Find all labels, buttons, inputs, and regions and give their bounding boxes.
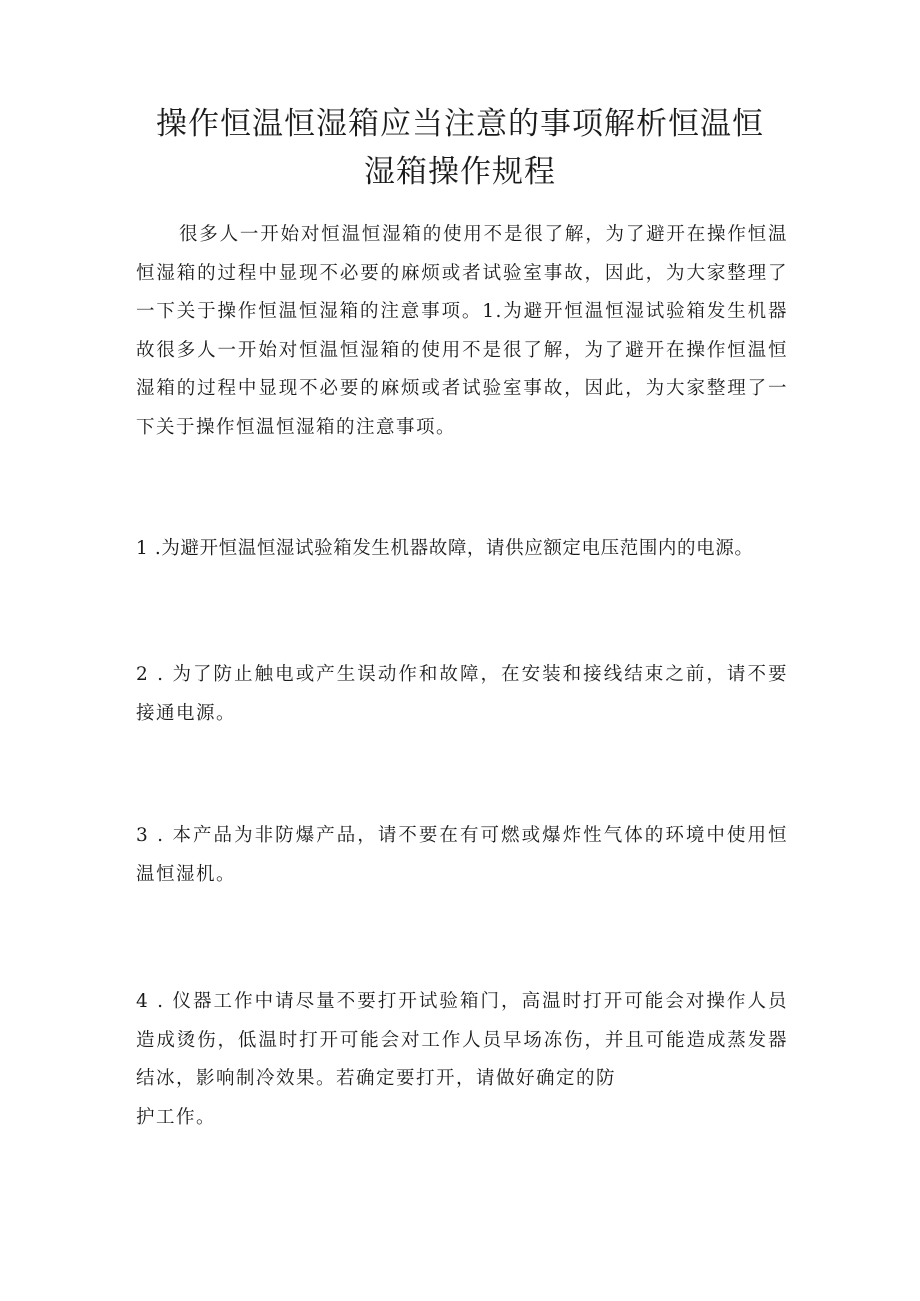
document-title-line-2: 湿箱操作规程 — [364, 154, 556, 190]
intro-paragraph: 很多人一开始对恒温恒湿箱的使用不是很了解，为了避开在操作恒温恒湿箱的过程中显现不必要的麻烦或者试验室事故，因此，为大家整理了一下关于操作恒温恒湿箱的注意事项。1.为避开恒温恒湿试验箱发生机器故很多人一开始对恒温恒湿箱的使用不是很了解，为了避开在操作恒温恒湿箱的过程中显现不必要的麻烦或者试验室事故，因此，为大家整理了一下关于操作恒温恒湿箱的注意事项。 — [136, 224, 788, 438]
document-title — [120, 100, 800, 196]
list-item-4-tail: 护工作。 — [136, 1106, 217, 1128]
list-item-4 — [136, 983, 788, 1137]
list-item-2: 2 . 为了防止触电或产生误动作和故障，在安装和接线结束之前，请不要接通电源。 — [136, 664, 788, 724]
list-item-3: 3 . 本产品为非防爆产品，请不要在有可燃或爆炸性气体的环境中使用恒温恒湿机。 — [136, 825, 788, 885]
list-item-4-text: 4 . 仪器工作中请尽量不要打开试验箱门，高温时打开可能会对操作人员造成烫伤，低温时打开可能会对工作人员早场冻伤，并且可能造成蒸发器结冰，影响制冷效果。若确定要打开，请做好确定的防 — [136, 991, 788, 1089]
document-title-line-1: 操作恒温恒湿箱应当注意的事项解析恒温恒 — [156, 106, 764, 142]
list-item-1: 1 .为避开恒温恒湿试验箱发生机器故障，请供应额定电压范围内的电源。 — [136, 538, 754, 559]
